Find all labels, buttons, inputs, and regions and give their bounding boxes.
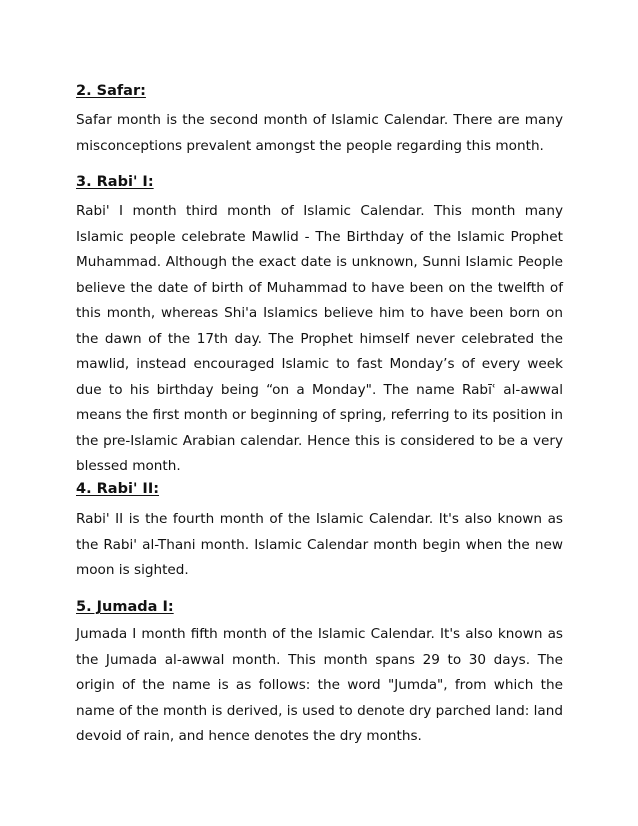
document-page bbox=[76, 0, 563, 826]
section-body-rabi-2: Rabi' II is the fourth month of the Islamic Calendar. It's also known as the Rabi' al-Thani month. Islamic Calendar month begin when the new moon is sighted. bbox=[76, 511, 563, 578]
section-heading-rabi-1: 3. Rabi' I: bbox=[76, 174, 154, 190]
section-heading-jumada-1: 5. Jumada I: bbox=[76, 599, 174, 615]
section-heading-rabi-2: 4. Rabi' II: bbox=[76, 481, 160, 497]
section-heading-safar: 2. Safar: bbox=[76, 83, 146, 99]
section-body-jumada-1: Jumada I month fifth month of the Islamic Calendar. It's also known as the Jumada al-awwal month. This month spans 29 to 30 days. The origin of the name is as follows: the word "Jumda", from which the name of the month is derived, is used to denote dry parched land: land devoid of rain, and hence denotes the dry months. bbox=[76, 626, 563, 744]
section-body-safar: Safar month is the second month of Islamic Calendar. There are many misconceptions prevalent amongst the people regarding this month. bbox=[76, 112, 563, 154]
section-body-rabi-1: Rabi' I month third month of Islamic Calendar. This month many Islamic people celebrate Mawlid - The Birthday of the Islamic Prophet Muhammad. Although the exact date is unknown, Sunni Islamic People believe the date of birth of Muhammad to have been on the twelfth of this month, whereas Shi'a Islamics believe him to have been born on the dawn of the 17th day. The Prophet himself never celebrated the mawlid, instead encouraged Islamic to fast Monday’s of every week due to his birthday being “on a Monday". The name Rabīʿ al-awwal means the first month or beginning of spring, referring to its position in the pre-Islamic Arabian calendar. Hence this is considered to be a very blessed month. bbox=[76, 203, 563, 474]
